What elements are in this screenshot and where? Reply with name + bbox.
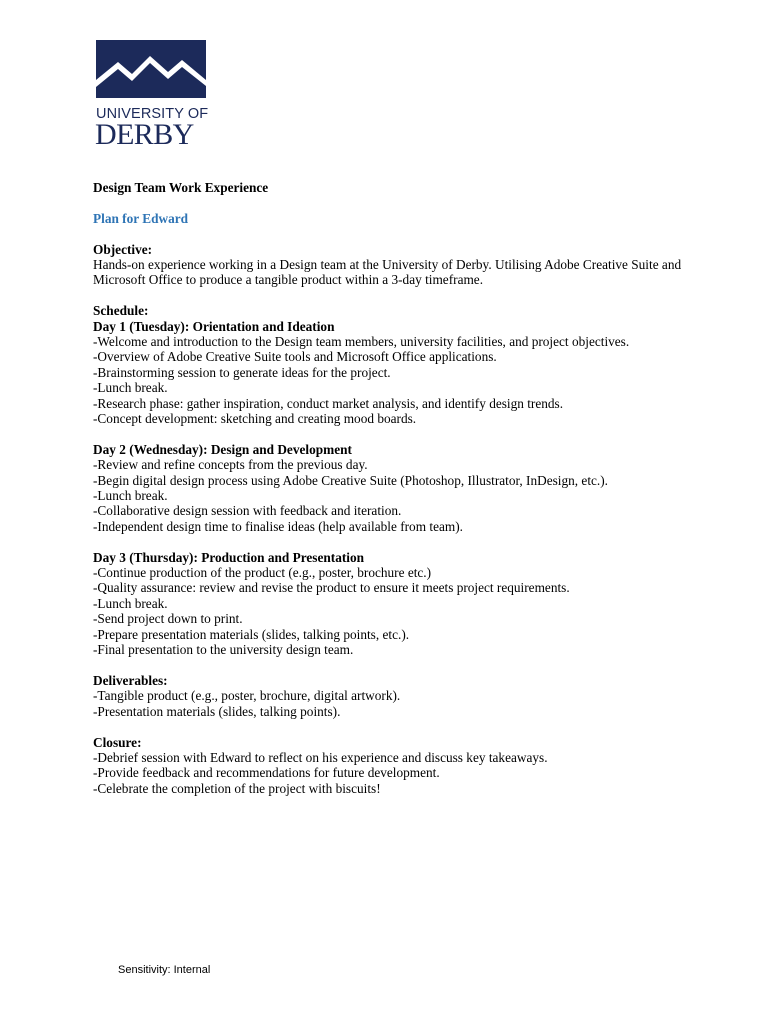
list-item: -Collaborative design session with feedback and iteration. xyxy=(93,503,402,519)
objective-heading: Objective: xyxy=(93,241,153,257)
list-item: -Presentation materials (slides, talking points). xyxy=(93,703,341,719)
list-item: -Quality assurance: review and revise the product to ensure it meets project requirements. xyxy=(93,580,570,596)
list-item: -Research phase: gather inspiration, conduct market analysis, and identify design trends. xyxy=(93,395,564,411)
list-item: -Lunch break. xyxy=(93,380,168,396)
list-item: -Independent design time to finalise ideas (help available from team). xyxy=(93,518,463,534)
document-body xyxy=(93,180,693,796)
list-item: -Begin digital design process using Adobe Creative Suite (Photoshop, Illustrator, InDesign, etc.). xyxy=(93,472,609,488)
closure-heading: Closure: xyxy=(93,734,142,750)
logo-text-university-of: UNIVERSITY OF xyxy=(96,106,209,122)
list-item: -Debrief session with Edward to reflect on his experience and discuss key takeaways. xyxy=(93,749,548,765)
plan-heading: Plan for Edward xyxy=(93,210,189,226)
list-item: -Tangible product (e.g., poster, brochure, digital artwork). xyxy=(93,688,401,704)
mountain-logo-icon xyxy=(96,40,206,98)
list-item: -Lunch break. xyxy=(93,595,168,611)
day-2-heading: Day 2 (Wednesday): Design and Development xyxy=(93,441,352,457)
deliverables-heading: Deliverables: xyxy=(93,672,168,688)
list-item: -Concept development: sketching and creating mood boards. xyxy=(93,411,417,427)
day-3-heading: Day 3 (Thursday): Production and Presentation xyxy=(93,549,365,565)
list-item: -Brainstorming session to generate ideas for the project. xyxy=(93,364,391,380)
list-item: -Provide feedback and recommendations for future development. xyxy=(93,765,440,781)
university-logo xyxy=(95,40,209,151)
document-title: Design Team Work Experience xyxy=(93,180,269,195)
list-item: -Lunch break. xyxy=(93,488,168,504)
list-item: -Send project down to print. xyxy=(93,611,243,627)
list-item: -Welcome and introduction to the Design team members, university facilities, and project objectives. xyxy=(93,334,630,350)
list-item: -Final presentation to the university design team. xyxy=(93,642,354,658)
sensitivity-label: Sensitivity: Internal xyxy=(118,964,211,976)
list-item: -Continue production of the product (e.g., poster, brochure etc.) xyxy=(93,565,432,581)
schedule-heading: Schedule: xyxy=(93,303,149,319)
objective-text: Hands-on experience working in a Design team at the University of Derby. Utilising Adobe Creative Suite and Microsoft Office to produce a tangible product within a 3-day timeframe. xyxy=(93,257,682,288)
logo-text-derby: DERBY xyxy=(95,118,194,151)
list-item: -Prepare presentation materials (slides, talking points, etc.). xyxy=(93,626,410,642)
list-item: -Celebrate the completion of the project with biscuits! xyxy=(93,780,381,796)
list-item: -Review and refine concepts from the previous day. xyxy=(93,457,368,473)
list-item: -Overview of Adobe Creative Suite tools and Microsoft Office applications. xyxy=(93,349,497,365)
day-1-heading: Day 1 (Tuesday): Orientation and Ideation xyxy=(93,318,335,334)
